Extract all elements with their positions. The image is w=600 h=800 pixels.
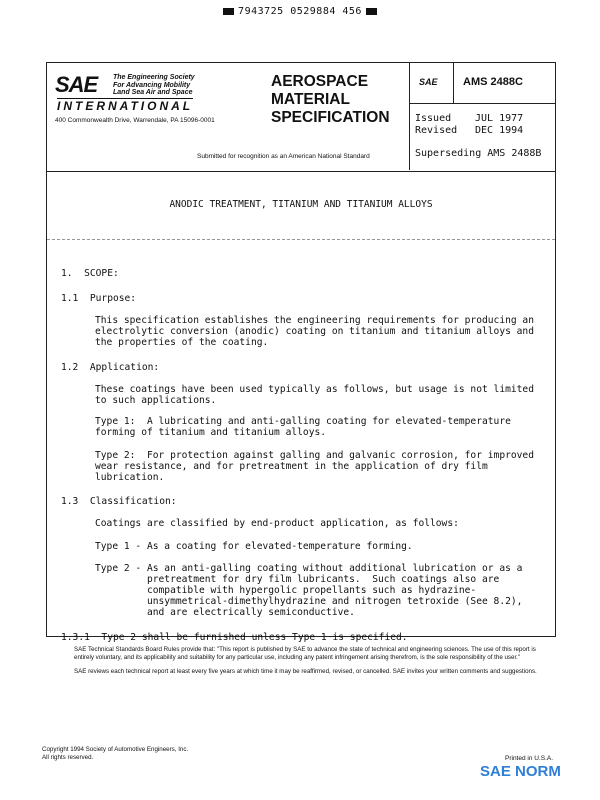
title-separator xyxy=(47,239,555,240)
copyright-block xyxy=(42,746,188,762)
application-type2: Type 2: For protection against galling and galvanic corrosion, for improved wear resistance, and for pretreatment in the application of dry film lubrication. xyxy=(95,450,534,483)
document-code: 7943725 0529884 456 xyxy=(238,6,362,17)
classification-type1: Type 1 - As a coating for elevated-temperature forming. xyxy=(95,541,413,552)
application-type1: Type 1: A lubricating and anti-galling coating for elevated-temperature forming of titanium and titanium alloys. xyxy=(95,416,511,438)
section-purpose: 1.1 Purpose: xyxy=(61,293,137,304)
footer-notes xyxy=(74,646,544,682)
section-classification: 1.3 Classification: xyxy=(61,496,177,507)
specification-frame xyxy=(46,62,556,643)
revised-date: DEC 1994 xyxy=(475,124,524,136)
revised-label: Revised xyxy=(415,124,458,136)
submitted-note: Submitted for recognition as an American National Standard xyxy=(197,153,370,160)
ams-number: AMS 2488C xyxy=(463,76,523,88)
society-line-1: The Engineering Society xyxy=(113,74,195,81)
doc-type-line-2: MATERIAL xyxy=(271,91,350,108)
code-block-mark xyxy=(366,8,377,15)
application-text: These coatings have been used typically as follows, but usage is not limited to such applications. xyxy=(95,384,534,406)
document-code-line xyxy=(0,6,600,17)
society-line-2: For Advancing Mobility xyxy=(113,81,191,89)
sae-norm-watermark xyxy=(480,763,561,780)
sae-logo: SAE xyxy=(55,72,98,97)
sae-address: 400 Commonwealth Drive, Warrendale, PA 15096-0001 xyxy=(55,117,215,124)
ams-box-divider xyxy=(453,63,454,103)
document-title: ANODIC TREATMENT, TITANIUM AND TITANIUM ALLOYS xyxy=(169,199,433,210)
section-scope: 1. SCOPE: xyxy=(61,268,119,279)
society-tagline xyxy=(113,74,253,97)
sae-small-logo: SAE xyxy=(419,77,438,87)
code-block-mark xyxy=(223,8,234,15)
printed-in: Printed in U.S.A. xyxy=(505,755,554,762)
purpose-text: This specification establishes the engineering requirements for producing an electrolytic conversion (anodic) coating on titanium and titanium alloys and the properties of the coating. xyxy=(95,315,534,348)
superseding-note: Superseding AMS 2488B xyxy=(415,148,542,159)
classification-text: Coatings are classified by end-product application, as follows: xyxy=(95,518,459,529)
issued-date: JUL 1977 xyxy=(475,113,524,124)
review-note: SAE reviews each technical report at least every five years at which time it may be reaffirmed, revised, or cancelled. SAE invites your written comments and suggestions. xyxy=(74,668,537,675)
international-wordmark: INTERNATIONAL xyxy=(57,99,194,113)
issue-dates xyxy=(415,113,523,136)
spec-header xyxy=(47,63,555,172)
rights-text: All rights reserved. xyxy=(42,754,94,761)
doc-type-line-1: AEROSPACE xyxy=(271,73,369,90)
document-type xyxy=(271,73,390,127)
ams-number-box xyxy=(409,63,555,104)
section-application: 1.2 Application: xyxy=(61,362,160,373)
copyright-text: Copyright 1994 Society of Automotive Engineers, Inc. xyxy=(42,746,189,753)
issued-label: Issued xyxy=(415,113,452,124)
classification-type2: Type 2 - As an anti-galling coating without additional lubrication or as a pretreatment for dry film lubricants. Such coatings also are compatible with hypergolic propellants such as hydrazine- unsymmetrical-dimethylhydrazine and nitrogen tetroxide (See 8.2), and are electrically semiconductive. xyxy=(95,563,523,618)
society-line-3: Land Sea Air and Space xyxy=(113,89,193,96)
doc-type-line-3: SPECIFICATION xyxy=(271,109,390,126)
section-1-3-1: 1.3.1 Type 2 shall be furnished unless Type 1 is specified. xyxy=(61,632,408,643)
sae-norm-logo: SAE NORM xyxy=(480,763,561,780)
tsb-rules-note: SAE Technical Standards Board Rules provide that: "This report is published by SAE to advance the state of technical and engineering sciences. The use of this report is entirely voluntary, and its applicability and suitability for any particular use, including any patent infringement arising therefrom, is the sole responsibility of the user." xyxy=(74,646,536,661)
